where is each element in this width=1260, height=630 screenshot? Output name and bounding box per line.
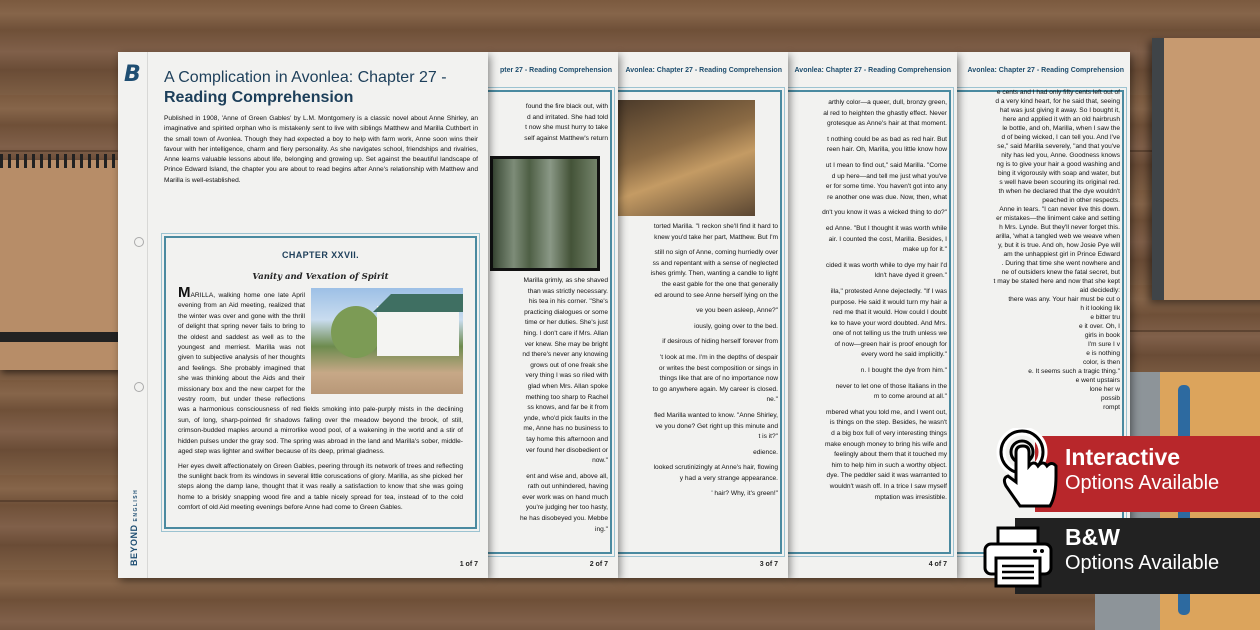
page-text: [492, 102, 608, 149]
text-line: ishes grimly. Then, wanting a candle to light: [650, 270, 778, 278]
text-line: dn't you know it was a wicked thing to do?": [822, 209, 947, 217]
text-paragraph: [961, 322, 1120, 376]
text-line: d a big box full of very interesting things: [831, 430, 947, 438]
text-paragraph: [792, 382, 947, 403]
badge-subtitle: Options Available: [1065, 472, 1220, 494]
page-header: Avonlea: Chapter 27 - Reading Comprehension: [967, 67, 1124, 74]
text-paragraph: [622, 353, 778, 406]
punch-hole: [134, 237, 144, 247]
page-text: [792, 98, 947, 508]
punch-hole: [134, 382, 144, 392]
text-line: girls in book: [1084, 332, 1120, 339]
text-paragraph: [622, 411, 778, 443]
text-line: t may be stated here and now that she kept: [993, 278, 1120, 285]
text-paragraph: [961, 88, 1120, 142]
text-line: or writes the best composition or sings in: [658, 364, 778, 372]
text-line: e is nothing: [1086, 350, 1120, 357]
text-line: to go anywhere again. My career is closed.: [652, 385, 778, 393]
text-paragraph: [961, 295, 1120, 313]
text-line: make enough money to bring his wife and: [824, 440, 947, 448]
text-line: aid decidedly:: [1079, 287, 1120, 294]
text-line: there was any. Your hair must be cut o: [1008, 296, 1120, 303]
text-line: y, but it is true. And oh, how Josie Pye will: [998, 242, 1120, 249]
text-line: edience.: [753, 448, 778, 456]
text-line: purpose. He said it would turn my hair a: [830, 298, 947, 306]
badge-title: Interactive: [1065, 444, 1181, 470]
text-line: ynde, who'd pick faults in the: [523, 414, 608, 422]
text-line: s well have been scouring its original red.: [999, 179, 1120, 186]
text-line: Anne in tears. "I can never live this down.: [999, 206, 1120, 213]
text-line: color, is then: [1082, 359, 1120, 366]
notebook-strap: [0, 332, 120, 342]
text-line: se," said Marilla severely, "and that you've: [997, 143, 1120, 150]
page-header: Avonlea: Chapter 27 - Reading Comprehension: [794, 67, 951, 74]
text-line: nity has led you, Anne. Goodness knows: [1001, 152, 1120, 159]
chapter-text: [166, 282, 475, 514]
text-line: . During that time she went nowhere and: [1001, 260, 1120, 267]
text-line: e. It seems such a tragic thing.": [1028, 368, 1120, 375]
text-line: ent and wise and, above all,: [526, 472, 608, 480]
page-header: pter 27 - Reading Comprehension: [499, 67, 612, 74]
text-line: ng is to give your hair a good washing and: [996, 161, 1120, 168]
text-line: very thing I was so riled with: [525, 372, 608, 380]
text-line: er for some time. You haven't got into any: [825, 183, 947, 191]
text-line: if desirous of hiding herself forever from: [662, 338, 778, 346]
text-line: t nothing could be as bad as red hair. But: [827, 135, 947, 143]
text-paragraph: [622, 337, 778, 348]
text-line: ver knew. She may be bright: [524, 340, 608, 348]
text-line: cided it was worth while to dye my hair I'd: [825, 261, 947, 269]
text-line: ing.": [595, 525, 608, 533]
text-paragraph: [792, 161, 947, 203]
text-line: me, Anne has no business to: [523, 425, 608, 433]
worksheet-page-1: [118, 52, 488, 578]
text-paragraph: [492, 472, 608, 536]
text-line: possib: [1100, 395, 1120, 402]
text-line: d up here—and tell me just what you've: [831, 172, 947, 180]
forest-photo: [490, 156, 600, 271]
page-text: [961, 88, 1120, 412]
text-line: h Mrs. Lynde. But they'll never forget this.: [999, 224, 1120, 231]
text-line: grows out of one freak she: [530, 361, 608, 369]
text-line: iously, going over to the bed.: [694, 322, 778, 330]
text-line: t now she must hurry to take: [525, 124, 608, 132]
text-paragraph: [961, 142, 1120, 169]
text-line: he has disobeyed you. Mebbe: [520, 515, 608, 523]
text-line: knew you'd take her part, Matthew. But I'm: [654, 233, 778, 241]
chapter-paragraph: Her eyes dwelt affectionately on Green Gables, peering through its network of trees and reflecting the sunlight back from its windows in several little coruscations of glory. Marilla, as she picked her steps along the damp lane, thought that it was really a satisfaction to know that she was going home to a briskly snapping wood fire and a table nicely spread for tea, instead of to the cold comfort of old Aid meeting evenings before Anne had come to Green Gables.: [178, 462, 463, 512]
page-title: [164, 68, 486, 108]
text-paragraph: [622, 489, 778, 500]
title-line-1: A Complication in Avonlea: Chapter 27 -: [164, 69, 447, 86]
badge-title: B&W: [1065, 524, 1120, 550]
text-paragraph: [961, 169, 1120, 205]
beyond-logo: B: [124, 62, 141, 87]
text-line: y had a very strange appearance.: [679, 474, 778, 482]
text-line: le bottle, and oh, Marilla, when I saw the: [1002, 125, 1120, 132]
text-line: th when he declared that the dye wouldn't: [998, 188, 1120, 195]
text-paragraph: [792, 408, 947, 503]
text-line: mething too sharp to Rachel: [525, 393, 608, 401]
text-paragraph: [961, 205, 1120, 259]
intro-paragraph: Published in 1908, 'Anne of Green Gables' by L.M. Montgomery is a classic novel about Anne Shirley, an imaginative and spirited orphan who is mistakenly sent to live with siblings Matthew and Marilla Cuthbert in the small town of Avonlea. Though they had expected a boy to help with farm work, Anne soon wins their favour with her intelligence, charm and fiery personality. As she navigates school, friendships and rivalries, Anne learns valuable lessons about life, belonging and growing up. Set against the beautiful landscape of Prince Edward Island, the chapter you are about to read begins after Anne's relationship with Matthew and Marilla is well-established.: [164, 115, 478, 184]
text-line: make up for it.": [902, 246, 947, 254]
text-paragraph: [622, 222, 778, 243]
kitchen-photo: [618, 100, 755, 216]
printer-icon: [982, 526, 1054, 588]
text-line: ed Anne. "But I thought it was worth while: [825, 224, 947, 232]
text-paragraph: [792, 208, 947, 219]
text-paragraph: [792, 261, 947, 282]
text-line: hing. I don't care if Mrs. Allan: [523, 329, 608, 337]
text-line: is things on the step. Besides, he wasn't: [829, 419, 947, 427]
text-line: e bitter tru: [1090, 314, 1120, 321]
brand-name: BEYOND: [129, 524, 139, 566]
text-line: ne of outsiders knew the fatal secret, but: [1001, 269, 1120, 276]
chapter-paragraph: MARILLA, walking home one late April evening from an Aid meeting, realized that the winter was over and gone with the thrill of delight that spring never fails to bring to the oldest and saddest as well as to the youngest and merriest. Marilla was not given to subjective analysis of her thoughts and feelings. She probably imagined that she was thinking about the Aids and their missionary box and the new carpet for the vestry room, but under these reflections was a harmonious consciousness of red fields smoking into pale-purply mists in the declining sun, of long, sharp-pointed fir shadows falling over the meadow beyond the brook, of still, crimson-budded maples around a mirrorlike wood pool, of a wakening in the world and a stir of hidden pulses under the gray sod. The spring was abroad in the land and Marilla's sober, middle-aged step was lighter and swifter because of its deep, primal gladness.: [178, 284, 463, 456]
text-line: now.": [592, 457, 608, 465]
text-line: feelingly about them that it touched my: [834, 451, 947, 459]
text-line: ss and repentant with a sense of neglected: [652, 259, 778, 267]
text-line: e it over. Oh, I: [1078, 323, 1120, 330]
text-line: I'm sure I v: [1087, 341, 1120, 348]
worksheet-page-4: [788, 52, 957, 578]
title-line-2: Reading Comprehension: [164, 89, 354, 106]
page-number: 3 of 7: [759, 561, 778, 568]
text-paragraph: [792, 98, 947, 130]
text-paragraph: [622, 448, 778, 459]
text-line: lone her w: [1089, 386, 1120, 393]
text-line: every word he said implicitly.": [861, 351, 947, 359]
text-line: n. I bought the dye from him.": [860, 367, 947, 375]
chapter-heading: CHAPTER XXVII.: [281, 250, 360, 260]
text-line: ve you done? Get right up this minute and: [655, 422, 778, 430]
page-text: [622, 222, 778, 505]
text-paragraph: [622, 322, 778, 333]
text-line: reen hair. Oh, Marilla, you little know how: [826, 146, 947, 154]
text-line: things like that are of no importance now: [659, 375, 778, 383]
text-line: e went upstairs: [1075, 377, 1120, 384]
text-line: hat was just giving it away. So I bought it,: [999, 107, 1120, 114]
text-line: peached in other respects.: [1042, 197, 1120, 204]
touch-hand-icon: [996, 428, 1062, 518]
text-paragraph: [961, 259, 1120, 295]
text-line: arthly color—a queer, dull, bronzy green,: [828, 99, 947, 106]
text-line: found the fire black out, with: [525, 103, 608, 110]
text-line: one of not telling us the truth unless we: [832, 330, 947, 338]
text-line: 't look at me. I'm in the depths of despair: [660, 353, 778, 361]
text-line: am the unhappiest girl in Prince Edward: [1003, 251, 1120, 258]
text-line: time or her duties. She's just: [525, 319, 608, 327]
text-line: mptation was irresistible.: [874, 493, 947, 501]
text-paragraph: [622, 306, 778, 317]
text-line: here and applied it with an old hairbrush: [1003, 116, 1120, 123]
text-line: nd there's never any knowing: [522, 351, 608, 359]
text-line: grotesque as Anne's hair at that moment.: [826, 120, 947, 128]
text-paragraph: [492, 276, 608, 467]
worksheet-page-3: [618, 52, 788, 578]
spiral-notebook: [0, 160, 120, 370]
text-line: you're judging her too hasty,: [525, 504, 608, 512]
text-line: ut I mean to find out," said Marilla. "Come: [825, 161, 947, 169]
text-line: ever work was on hand much: [522, 493, 608, 501]
text-line: still no sign of Anne, coming hurriedly over: [654, 249, 778, 257]
text-line: mbered what you told me, and I went out,: [826, 408, 947, 416]
text-line: rath out unhindered, having: [527, 483, 608, 491]
text-line: ve you been asleep, Anne?": [696, 307, 778, 315]
text-line: ' hair? Why, it's green!": [711, 490, 778, 498]
kraft-notebook: [1152, 38, 1260, 300]
text-line: self against Matthew's return: [524, 134, 608, 142]
text-line: re another one was due. Now, then, what: [827, 193, 947, 201]
text-line: ed around to see Anne herself lying on the: [654, 291, 778, 299]
text-line: torted Marilla. "I reckon she'll find it hard to: [653, 223, 778, 230]
text-line: m to come around at all.": [873, 393, 947, 401]
text-line: bing it vigorously with soap and water, but: [997, 170, 1120, 177]
text-line: his tea in his corner. "She's: [528, 298, 608, 306]
text-line: illa," protested Anne dejectedly. "If I was: [830, 287, 947, 295]
worksheet-page-2: [488, 52, 618, 578]
text-line: him to help him in such a worthy object.: [831, 461, 947, 469]
text-paragraph: [961, 313, 1120, 322]
text-line: air. I counted the cost, Marilla. Besides, I: [828, 235, 947, 243]
text-line: e cents and I had only fifty cents left out of: [996, 89, 1120, 96]
interactive-options-badge[interactable]: [1035, 436, 1260, 512]
page-header: Avonlea: Chapter 27 - Reading Comprehension: [625, 67, 782, 74]
page-number: 2 of 7: [589, 561, 608, 568]
chapter-box: [164, 236, 477, 529]
chapter-subtitle: Vanity and Vexation of Spirit: [252, 272, 389, 282]
text-line: than was strictly necessary.: [527, 287, 608, 295]
brand-sub: ENGLISH: [133, 488, 139, 522]
text-line: ver found her disobedient or: [525, 446, 608, 454]
text-paragraph: [622, 248, 778, 301]
text-line: d a very kind heart, for he said that, seeing: [995, 98, 1120, 105]
text-line: wouldn't wash off. In a trice I saw myself: [829, 483, 947, 490]
text-paragraph: [492, 102, 608, 144]
text-line: arilla, 'what a tangled web we weave when: [995, 233, 1120, 240]
brand-label: [129, 466, 139, 566]
badge-subtitle: Options Available: [1065, 552, 1220, 574]
text-line: practicing dialogues or some: [524, 308, 608, 316]
text-line: ss knows, and far be it from: [527, 404, 608, 412]
notebook-spiral: [0, 154, 120, 168]
page-text: [492, 276, 608, 540]
text-line: d and irritated. She had told: [526, 113, 608, 121]
text-line: glad when Mrs. Allan spoke: [527, 382, 608, 390]
text-line: ke to have your word doubted. And Mrs.: [830, 319, 947, 327]
text-paragraph: [792, 287, 947, 361]
text-line: fled Marilla wanted to know. "Anne Shirley,: [654, 411, 778, 419]
text-line: looked scrutinizingly at Anne's hair, flowing: [653, 464, 778, 472]
text-line: t is it?": [758, 433, 778, 441]
text-paragraph: [792, 366, 947, 377]
text-line: never to let one of those Italians in the: [835, 382, 947, 390]
page-number: 1 of 7: [459, 561, 478, 568]
text-paragraph: [622, 463, 778, 484]
green-gables-photo: [311, 288, 463, 394]
page-number: 4 of 7: [928, 561, 947, 568]
text-line: ne.": [766, 396, 778, 404]
text-line: tay home this afternoon and: [526, 435, 608, 443]
text-line: red me that it would. How could I doubt: [833, 309, 947, 317]
text-line: d of being wicked, I can tell you. And I've: [1001, 134, 1120, 141]
text-line: rompt: [1103, 404, 1120, 411]
text-line: er mistakes—the liniment cake and setting: [996, 215, 1120, 222]
text-paragraph: [792, 224, 947, 256]
text-line: al red to heighten the ghastly effect. Never: [823, 109, 947, 117]
text-line: dye. The peddler said it was warranted to: [826, 472, 947, 480]
text-line: h it looking lik: [1080, 305, 1120, 312]
text-line: ldn't have dyed it green.": [874, 272, 947, 280]
text-paragraph: [961, 376, 1120, 412]
text-line: of now—green hair is proof enough for: [834, 340, 947, 348]
text-line: the east gable for the one that generally: [661, 280, 778, 288]
text-paragraph: [792, 135, 947, 156]
text-line: Marilla grimly, as she shaved: [523, 277, 608, 284]
